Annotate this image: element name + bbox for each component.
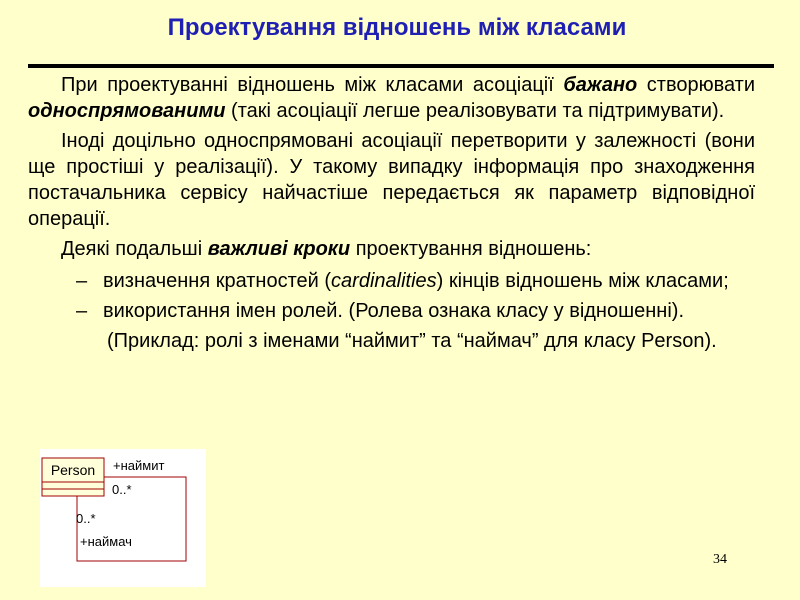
p3-emphasis-steps: важливі кроки <box>207 238 351 260</box>
paragraph-1 <box>28 72 755 124</box>
bullet2-text: використання імен ролей. (Ролева ознака класу у відношенні). <box>103 300 685 322</box>
bullet1-italic-cardinalities: cardinalities <box>331 270 437 292</box>
role-top-label: +наймит <box>113 458 165 473</box>
bullet-dash: – <box>76 300 88 322</box>
p3-text-1: Деякі подальші <box>61 238 208 260</box>
p3-text-2: проектування відношень: <box>350 238 592 260</box>
bullet1-text-1: визначення кратностей ( <box>103 270 332 292</box>
bullet1-text-2: ) кінців відношень між класами; <box>436 270 729 292</box>
paragraph-2: Іноді доцільно односпрямовані асоціації перетворити у залежності (вони ще простіші у реалізації). У такому випадку інформація про знаходження постачальника сервісу найчастіше передається як параметр відповідної операції. <box>28 130 755 230</box>
p1-emphasis-desirable: бажано <box>563 74 638 96</box>
title-divider <box>28 64 774 68</box>
multiplicity-bottom-label: 0..* <box>76 511 96 526</box>
p1-emphasis-unidirectional: односпрямованими <box>28 100 226 122</box>
example-text: (Приклад: ролі з іменами “наймит” та “наймач” для класу Person). <box>107 330 717 352</box>
steps-list <box>28 268 755 324</box>
p1-text-1: При проектуванні відношень між класами асоціації <box>61 74 564 96</box>
role-bottom-label: +наймач <box>80 534 132 549</box>
uml-diagram-svg <box>40 449 206 587</box>
bullet-dash: – <box>76 270 88 292</box>
class-attributes-compartment <box>42 482 104 489</box>
class-name: Person <box>50 462 96 478</box>
p1-text-3: (такі асоціації легше реалізовувати та підтримувати). <box>225 100 725 122</box>
multiplicity-top-label: 0..* <box>112 482 132 497</box>
class-operations-compartment <box>42 489 104 496</box>
slide-body <box>28 72 755 354</box>
example-note <box>28 328 755 354</box>
slide-title: Проектування відношень між класами <box>167 14 627 41</box>
paragraph-3 <box>28 236 755 262</box>
uml-class-person <box>42 458 104 496</box>
p1-text-2: створювати <box>637 74 756 96</box>
uml-diagram <box>40 449 206 587</box>
page-number: 34 <box>713 552 727 567</box>
list-item <box>28 268 755 294</box>
list-item <box>28 298 755 324</box>
